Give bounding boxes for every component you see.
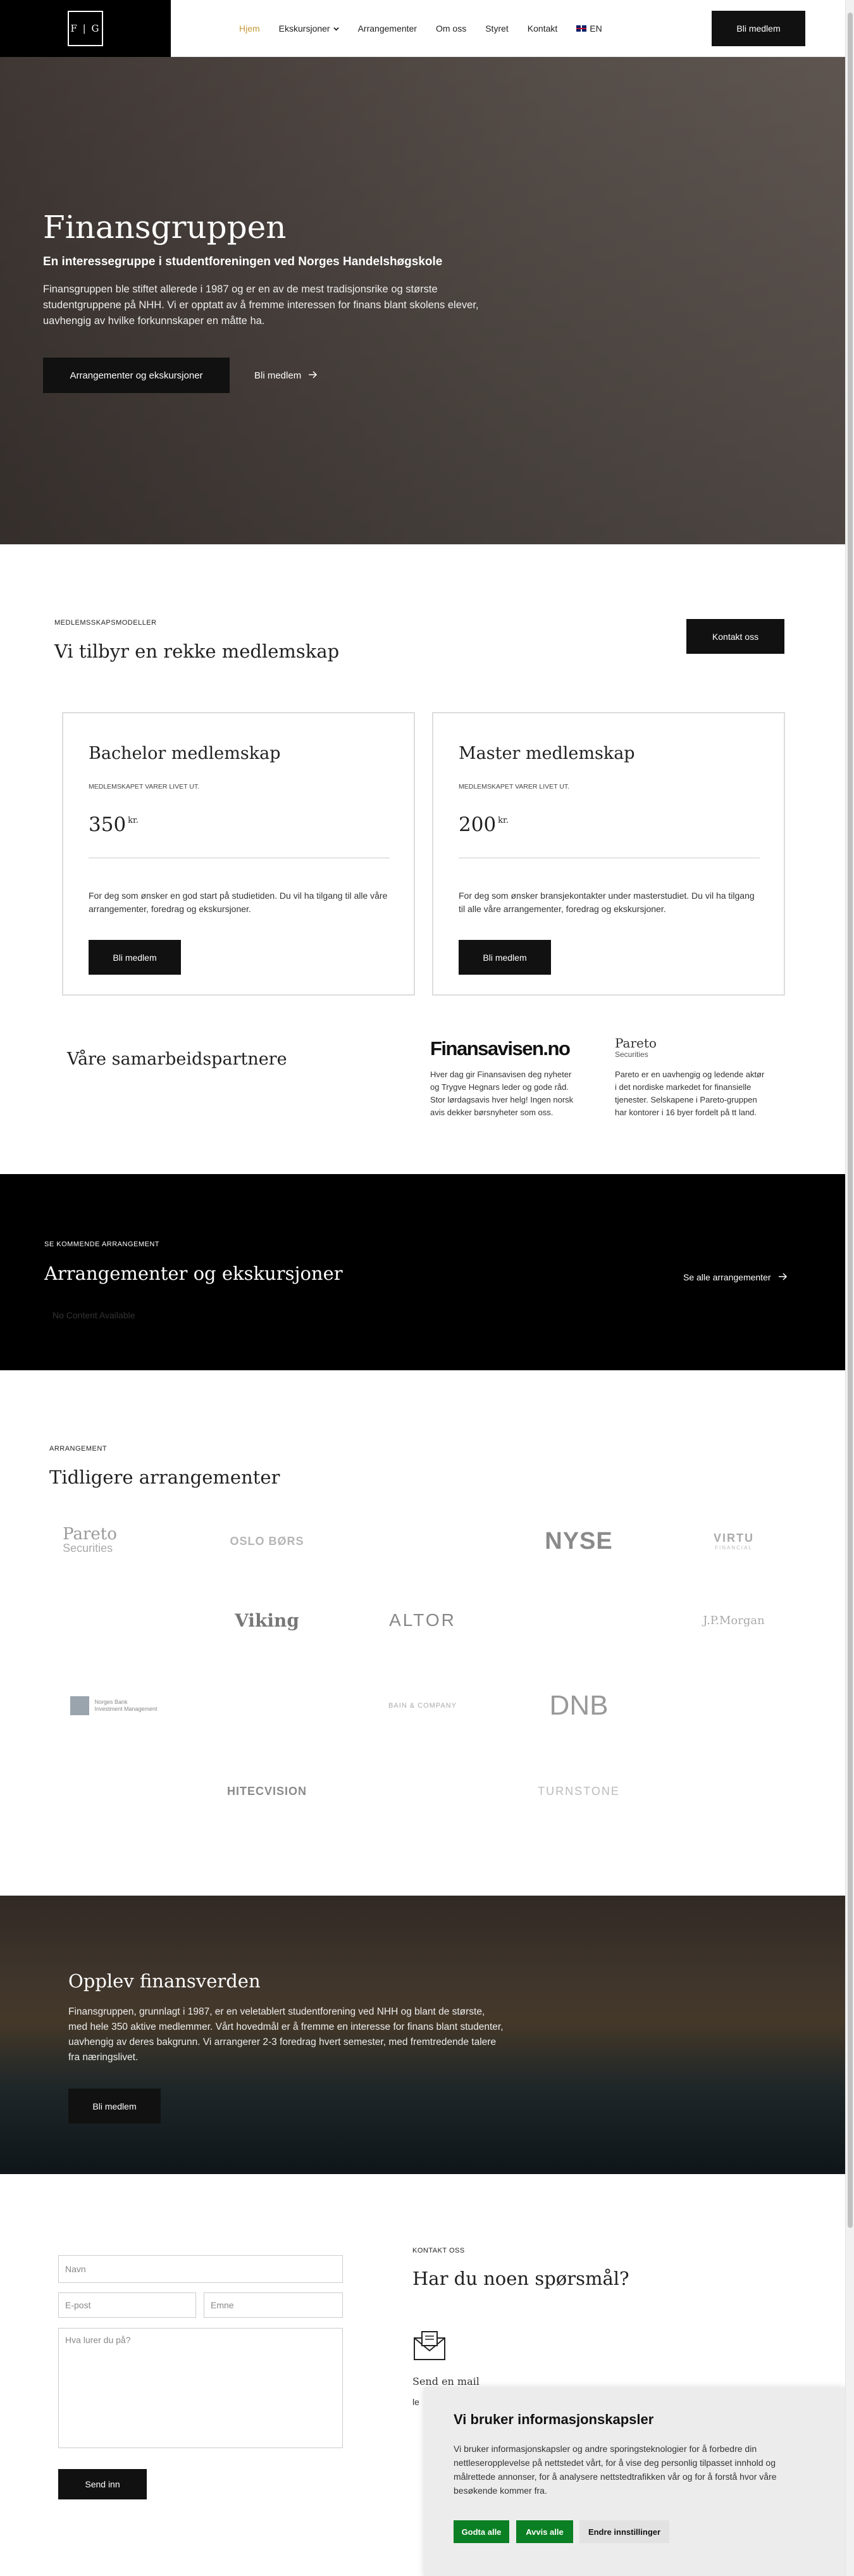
sponsor-logo-pareto [14, 1513, 166, 1570]
mail-address[interactable]: le [412, 2397, 419, 2407]
previous-events-section [0, 1370, 845, 1896]
cookie-title: Vi bruker informasjonskapsler [454, 2411, 654, 2427]
card-price [459, 813, 509, 836]
join-button[interactable]: Bli medlem [712, 11, 805, 46]
logo-name: Pareto [63, 1525, 117, 1544]
card-description: For deg som ønsker bransjekontakter under masterstudiet. Du vil ha tilgang til alle våre arrangementer, foredrag og ekskursjoner. [459, 891, 755, 914]
nav-item-label: Hjem [239, 23, 260, 34]
main-nav [239, 0, 602, 57]
card-join-button[interactable]: Bli medlem [459, 940, 551, 975]
sponsor-logo-altor [347, 1592, 498, 1649]
sponsor-logo-dnb [503, 1677, 655, 1734]
events-button[interactable]: Arrangementer og ekskursjoner [43, 358, 230, 393]
message-field[interactable] [58, 2328, 343, 2448]
hero [0, 57, 845, 544]
sponsor-logo-nbim [38, 1677, 190, 1734]
hero-body: Finansgruppen ble stiftet allerede i 1987 og er en av de mest tradisjonsrike og største studentgruppene på NHH. Vi er opptatt av å fremme interessen for finans blant skolens elever, uavhengig av hvilke forkunnskaper en måtte ha. [43, 284, 479, 327]
partner-description: Pareto er en uavhengig og ledende aktør i det nordiske markedet for finansielle tjenester. Selskapene i Pareto-gruppen har kontorer i 16 byer fordelt på tt land. [615, 1070, 765, 1117]
nav-item-styret[interactable] [485, 23, 509, 34]
sponsor-logo-hitecvision [191, 1763, 343, 1820]
envelope-icon [412, 2329, 447, 2363]
sponsor-logo-viking [191, 1592, 343, 1649]
nav-item-ekskursjoner[interactable] [279, 23, 339, 34]
nav-item-label: Kontakt [527, 23, 558, 34]
price-value: 350 [89, 813, 127, 836]
nav-item-label: Styret [485, 23, 509, 34]
nav-item-om-oss[interactable] [436, 23, 466, 34]
sponsor-logo-jpmorgan [658, 1592, 810, 1649]
membership-section [0, 544, 845, 1174]
experience-section [0, 1896, 845, 2174]
experience-body: Finansgruppen, grunnlagt i 1987, er en veletablert studentforening ved NHH og blant de største, med hele 350 aktive medlemmer. Vårt hovedmål er å fremme en interesse for finans blant studenter, uavhengig av deres bakgrunn. Vi arrangerer 2-3 foredrag hvert semester, med fremtredende talere fra næringslivet. [68, 2006, 504, 2063]
card-subtitle: MEDLEMSKAPET VARER LIVET UT. [459, 783, 570, 791]
partner-logo-text: Finansavisen.no [430, 1037, 570, 1060]
contact-title: Har du noen spørsmål? [412, 2268, 629, 2289]
card-title: Bachelor medlemskap [89, 744, 281, 763]
arrow-right-icon [779, 1272, 788, 1282]
card-price [89, 813, 139, 836]
logo-name: OSLO BØRS [230, 1534, 304, 1547]
experience-title: Opplev finansverden [68, 1970, 261, 1992]
sponsor-logo-bain [347, 1677, 498, 1734]
partner-logo-sub: Securities [615, 1050, 648, 1059]
hero-subtitle: En interessegruppe i studentforeningen ved Norges Handelshøgskole [43, 255, 443, 268]
card-join-button[interactable]: Bli medlem [89, 940, 181, 975]
arrow-right-icon [309, 370, 318, 381]
uk-flag-icon [576, 25, 586, 32]
logo-name: Norges Bank [94, 1699, 128, 1705]
price-value: 200 [459, 813, 497, 836]
sponsor-logo-nyse [503, 1513, 655, 1570]
logo-name: BAIN & COMPANY [388, 1702, 457, 1710]
sponsor-logo-virtu [658, 1513, 810, 1570]
hero-join-link[interactable] [254, 358, 318, 393]
scrollbar[interactable] [845, 0, 854, 2576]
see-all-label: Se alle arrangementer [683, 1272, 771, 1282]
logo-name: HITECVISION [226, 1784, 307, 1798]
site-header [0, 0, 845, 57]
logo-sub: Investment Management [94, 1706, 158, 1712]
logo-name: J.P.Morgan [703, 1613, 765, 1627]
partner-pareto [615, 1033, 767, 1119]
scrollbar-thumb[interactable] [848, 13, 853, 2228]
card-description: For deg som ønsker en god start på studietiden. Du vil ha tilgang til alle våre arrangementer, foredrag og ekskursjoner. [89, 891, 388, 914]
cookie-settings-button[interactable]: Endre innstillinger [579, 2520, 669, 2543]
membership-card-bachelor [62, 712, 415, 996]
nav-item-label: Arrangementer [357, 23, 417, 34]
sponsor-logo-turnstone [503, 1763, 655, 1820]
finansavisen-logo[interactable] [430, 1033, 582, 1065]
nav-item-label: Om oss [435, 23, 467, 34]
nbim-mark-icon [70, 1696, 89, 1715]
events-eyebrow: SE KOMMENDE ARRANGEMENT [44, 1241, 160, 1248]
name-field[interactable] [58, 2255, 343, 2283]
nav-item-arrangementer[interactable] [358, 23, 417, 34]
membership-eyebrow: MEDLEMSSKAPSMODELLER [54, 619, 157, 627]
contact-button[interactable]: Kontakt oss [686, 619, 784, 654]
logo-name: DNB [549, 1690, 609, 1721]
cookie-body: Vi bruker informasjonskapsler og andre sporingsteknologier for å forbedre din nettleseropplevelse på nettstedet vårt, for å vise deg personlig tilpasset innhold og målrettede annonser, for å analysere nettstedtrafikken vår og for å forstå hvor våre besøkende kommer fra. [454, 2444, 777, 2496]
chevron-down-icon [333, 23, 339, 34]
email-field[interactable] [58, 2292, 196, 2318]
nav-item-label: Ekskursjoner [278, 23, 330, 34]
accept-all-button[interactable]: Godta alle [454, 2520, 509, 2543]
subject-field[interactable] [204, 2292, 343, 2318]
cookie-banner [424, 2387, 845, 2576]
membership-title: Vi tilbyr en rekke medlemskap [54, 641, 340, 662]
partner-description: Hver dag gir Finansavisen deg nyheter og Trygve Hegnars leder og gode råd. Stor lørdagsavis hver helg! Ingen norsk avis dekker børsnyheter som oss. [430, 1070, 574, 1117]
contact-eyebrow: KONTAKT OSS [412, 2247, 465, 2254]
logo-mark: F | G [68, 11, 103, 46]
card-title: Master medlemskap [459, 744, 635, 763]
previous-eyebrow: ARRANGEMENT [49, 1445, 108, 1453]
partners-title: Våre samarbeidspartnere [67, 1049, 287, 1069]
logo-name: NYSE [545, 1527, 613, 1554]
price-currency: kr. [498, 816, 509, 825]
language-label: EN [590, 23, 602, 34]
logo-sub: Securities [63, 1542, 113, 1554]
sponsor-logo-oslo-bors [191, 1513, 343, 1570]
language-switcher[interactable] [576, 23, 602, 34]
logo[interactable] [0, 0, 171, 57]
previous-title: Tidligere arrangementer [49, 1466, 280, 1488]
logo-name: TURNSTONE [538, 1784, 620, 1798]
nav-item-kontakt[interactable] [528, 23, 557, 34]
logo-sub: FINANCIAL [715, 1545, 753, 1551]
events-title: Arrangementer og ekskursjoner [44, 1263, 343, 1284]
logo-name: ALTOR [389, 1610, 456, 1630]
mail-label: Send en mail [412, 2375, 480, 2387]
price-currency: kr. [128, 816, 139, 825]
partner-logo-text: Pareto [615, 1035, 657, 1051]
partner-finansavisen [430, 1033, 582, 1119]
pareto-logo[interactable] [615, 1033, 767, 1065]
membership-card-master [432, 712, 785, 996]
hero-join-label: Bli medlem [254, 370, 302, 381]
nav-item-hjem[interactable] [239, 23, 260, 34]
hero-title: Finansgruppen [43, 209, 287, 246]
experience-join-button[interactable]: Bli medlem [68, 2089, 161, 2123]
reject-all-button[interactable]: Avvis alle [516, 2520, 573, 2543]
empty-state: No Content Available [53, 1310, 135, 1320]
submit-button[interactable]: Send inn [58, 2469, 147, 2499]
logo-name: VIRTU [714, 1532, 754, 1544]
see-all-events-link[interactable] [683, 1272, 788, 1282]
events-section [0, 1174, 845, 1370]
card-subtitle: MEDLEMSKAPET VARER LIVET UT. [89, 783, 200, 791]
logo-name: Viking [235, 1610, 299, 1631]
